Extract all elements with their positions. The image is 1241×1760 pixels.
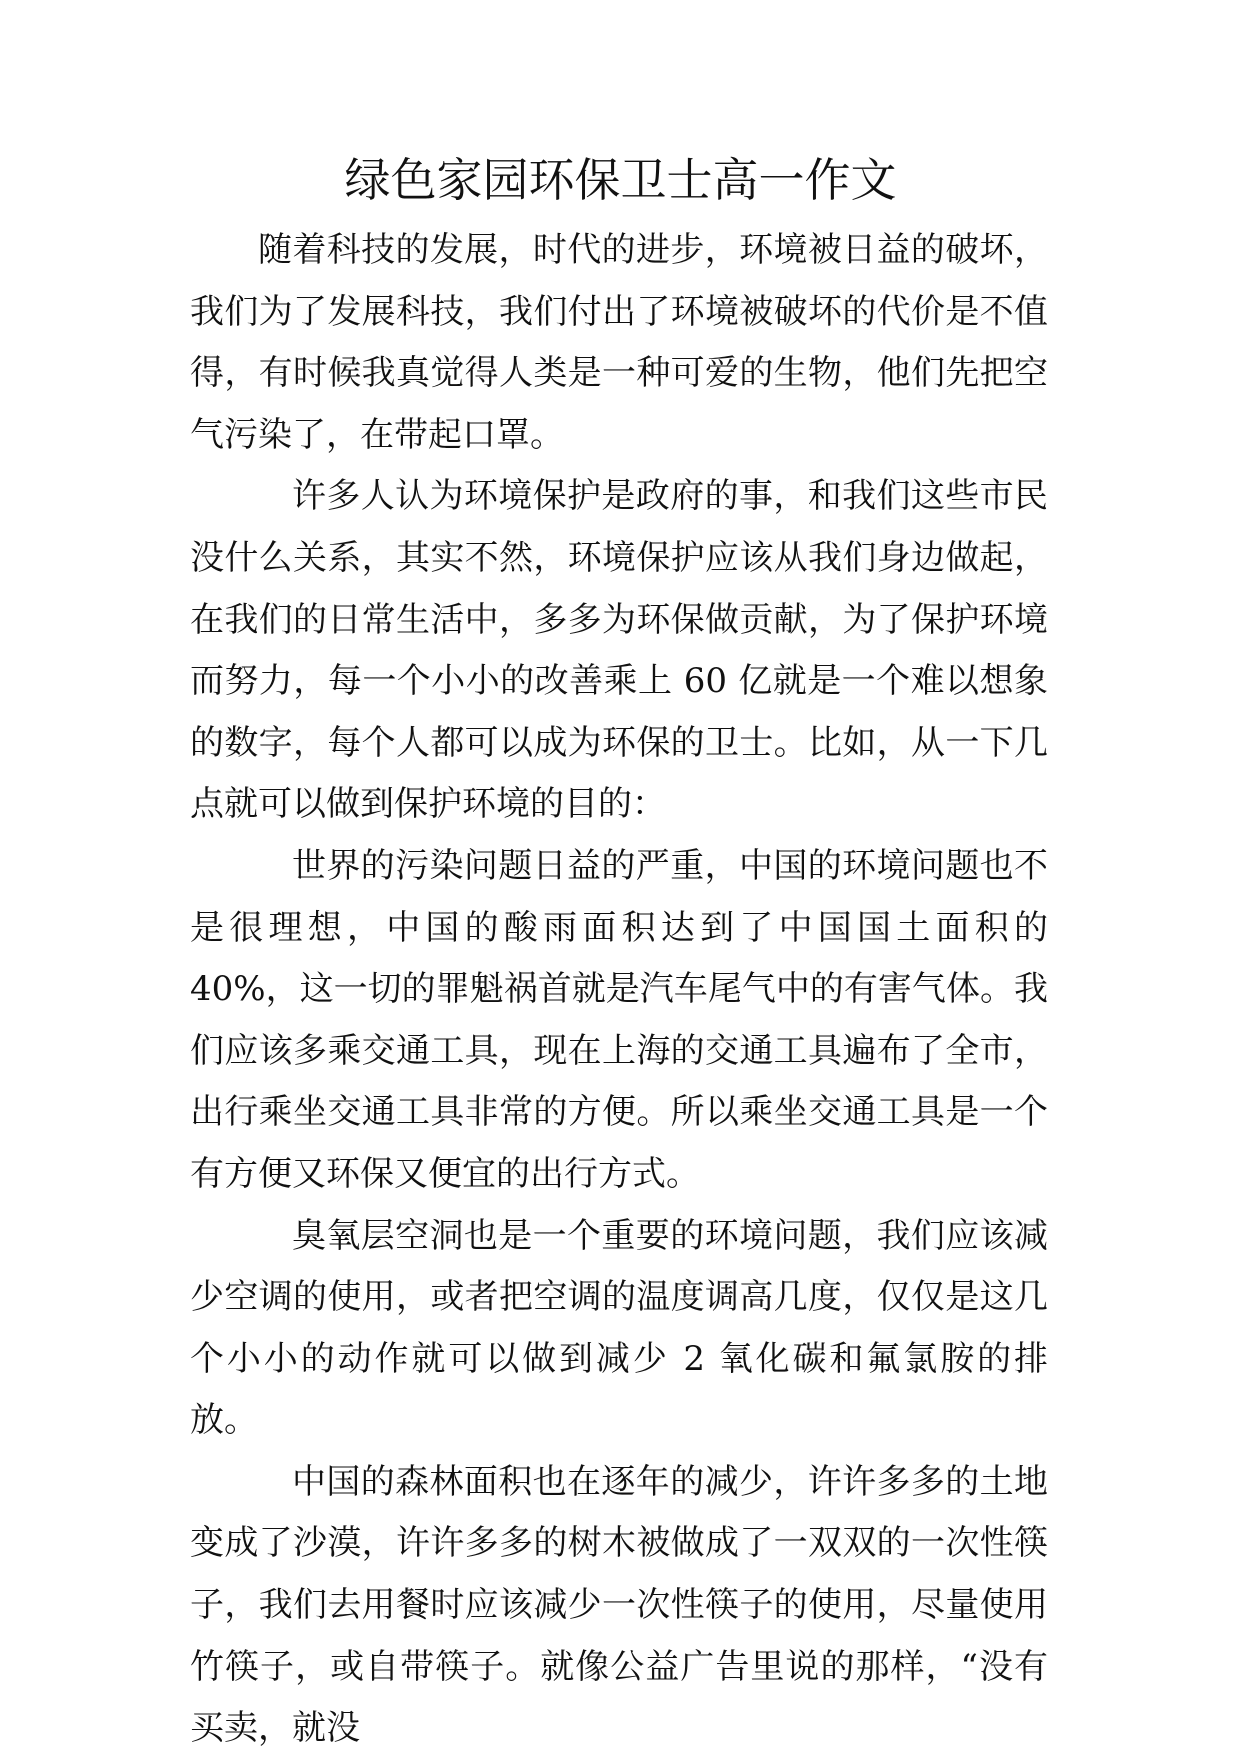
- paragraph-5: 中国的森林面积也在逐年的减少，许许多多的土地变成了沙漠，许许多多的树木被做成了一双双的一次性筷子，我们去用餐时应该减少一次性筷子的使用，尽量使用竹筷子，或自带筷子。就像公益广告里说的那样，“没有买卖，就没: [190, 1461, 1048, 1749]
- paragraph-4: 臭氧层空洞也是一个重要的环境问题，我们应该减少空调的使用，或者把空调的温度调高几度，仅仅是这几个小小的动作就可以做到减少 2 氧化碳和氟氯胺的排放。: [190, 1215, 1048, 1441]
- paragraph-1: 随着科技的发展，时代的进步，环境被日益的破坏，我们为了发展科技，我们付出了环境被破坏的代价是不值得，有时候我真觉得人类是一种可爱的生物，他们先把空气污染了，在带起口罩。: [190, 230, 1048, 455]
- paragraph-3: 世界的污染问题日益的严重，中国的环境问题也不是很理想，中国的酸雨面积达到了中国国土面积的 40%，这一切的罪魁祸首就是汽车尾气中的有害气体。我们应该多乘交通工具，现在上海的交通工具遍布了全市，出行乘坐交通工具非常的方便。所以乘坐交通工具是一个有方便又环保又便宜的出行方式。: [190, 845, 1048, 1194]
- paragraph-2: 许多人认为环境保护是政府的事，和我们这些市民没什么关系，其实不然，环境保护应该从我们身边做起，在我们的日常生活中，多多为环保做贡献，为了保护环境而努力，每一个小小的改善乘上 60 亿就是一个难以想象的数字，每个人都可以成为环保的卫士。比如，从一下几点就可以做到保护环境的目的：: [190, 476, 1048, 825]
- document-body: [190, 220, 1048, 1760]
- document-title: 绿色家园环保卫士高一作文: [344, 153, 897, 207]
